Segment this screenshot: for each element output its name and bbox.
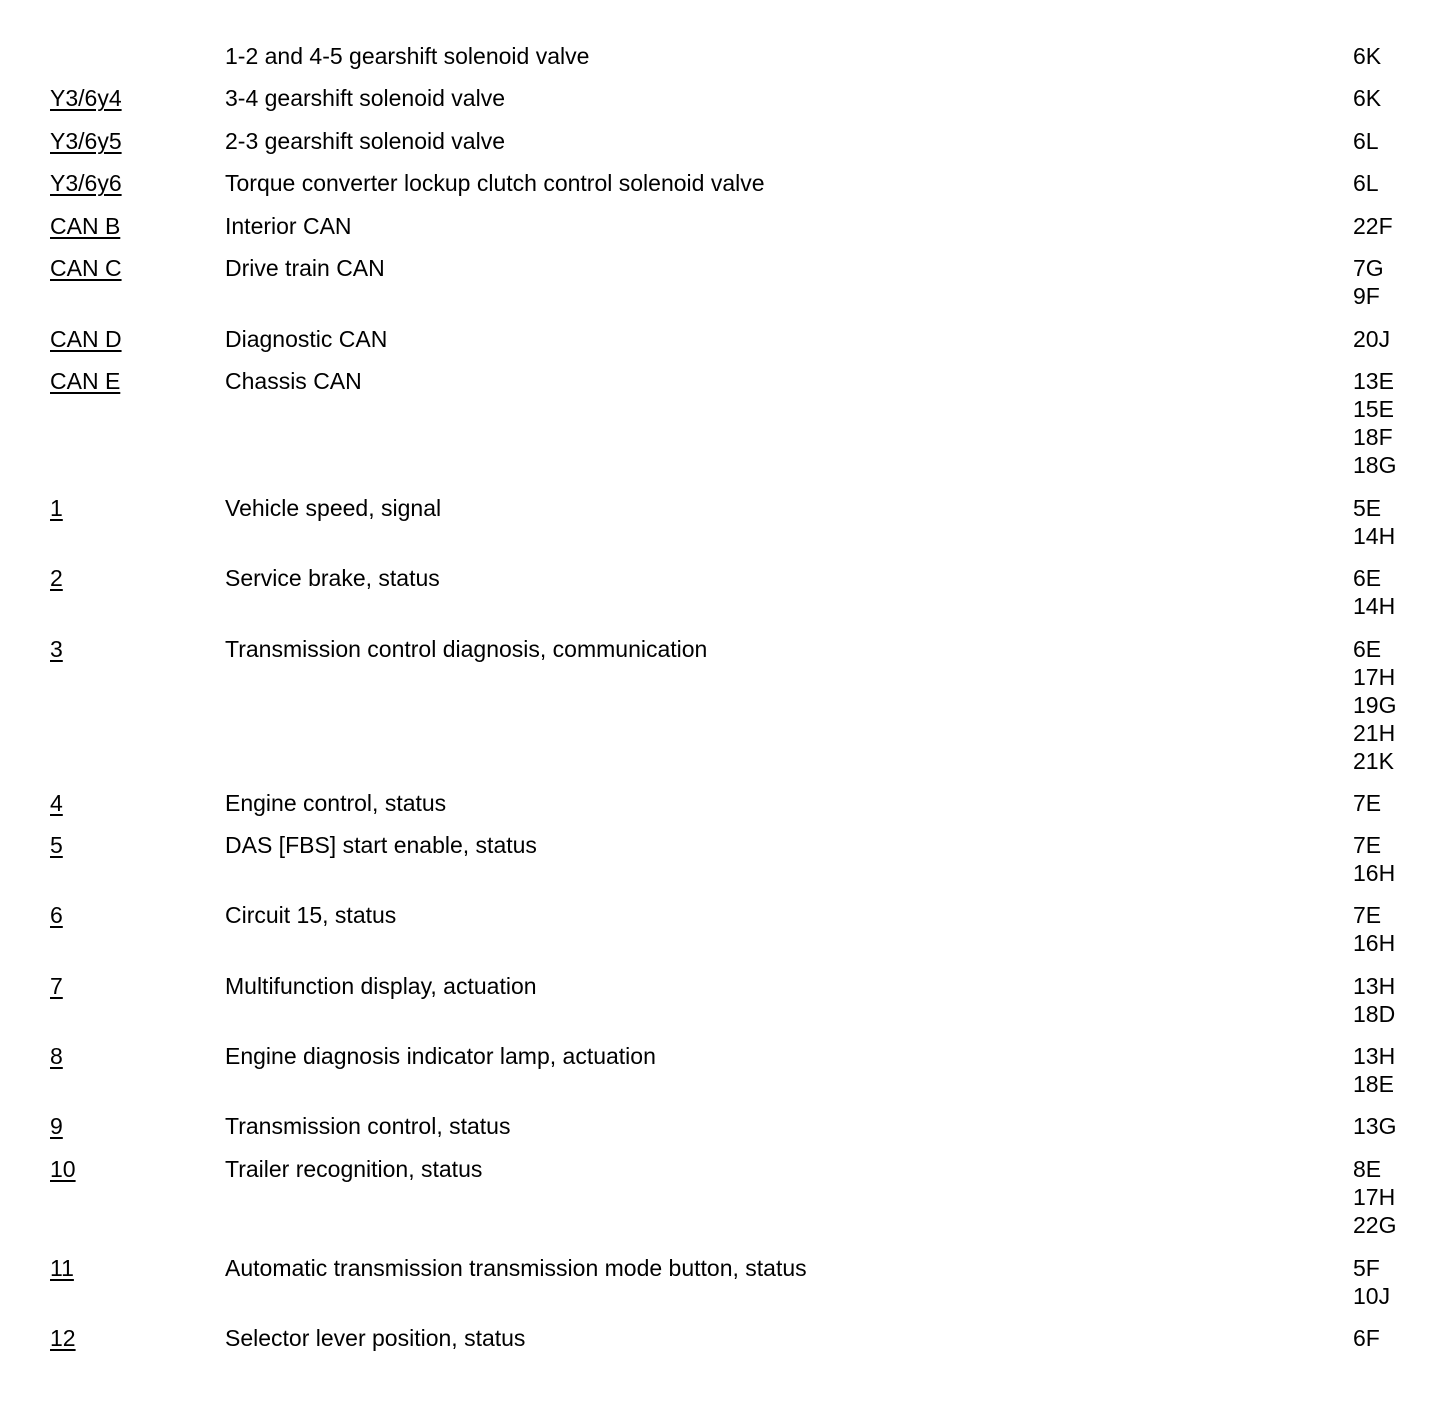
legend-description: 3-4 gearshift solenoid valve — [225, 85, 505, 111]
legend-code[interactable]: 3 — [50, 636, 63, 662]
legend-code[interactable]: 5 — [50, 832, 63, 858]
legend-code[interactable]: 12 — [50, 1325, 76, 1351]
grid-ref: 7E — [1353, 832, 1382, 858]
legend-description: Diagnostic CAN — [225, 326, 388, 352]
legend-refs — [1353, 901, 1395, 957]
grid-ref: 6F — [1353, 1325, 1380, 1351]
grid-ref: 18G — [1353, 452, 1397, 478]
legend-description: Transmission control diagnosis, communication — [225, 636, 708, 662]
grid-ref: 8E — [1353, 1156, 1382, 1182]
legend-description: Trailer recognition, status — [225, 1156, 483, 1182]
grid-ref: 21H — [1353, 720, 1396, 746]
grid-ref: 14H — [1353, 523, 1396, 549]
legend-refs — [1353, 254, 1384, 310]
legend-description: 2-3 gearshift solenoid valve — [225, 128, 505, 154]
legend-code[interactable]: CAN E — [50, 368, 121, 394]
legend-refs — [1353, 635, 1396, 775]
legend-code[interactable]: 9 — [50, 1113, 63, 1139]
legend-description: Automatic transmission transmission mode button, status — [225, 1255, 807, 1281]
legend-description: DAS [FBS] start enable, status — [225, 832, 537, 858]
legend-code[interactable]: 7 — [50, 973, 63, 999]
legend-description: Engine control, status — [225, 790, 447, 816]
legend-refs — [1353, 42, 1381, 70]
grid-ref: 16H — [1353, 860, 1396, 886]
grid-ref: 7E — [1353, 902, 1382, 928]
grid-ref: 17H — [1353, 664, 1396, 690]
grid-ref: 13H — [1353, 973, 1396, 999]
legend-code[interactable]: 10 — [50, 1156, 76, 1182]
grid-ref: 9F — [1353, 283, 1380, 309]
legend-code[interactable]: Y3/6y4 — [50, 85, 122, 111]
legend-description: Vehicle speed, signal — [225, 495, 442, 521]
grid-ref: 15E — [1353, 396, 1394, 422]
legend-description: Service brake, status — [225, 565, 440, 591]
grid-ref: 13H — [1353, 1043, 1396, 1069]
legend-refs — [1353, 831, 1395, 887]
grid-ref: 19G — [1353, 692, 1397, 718]
legend-description: 1-2 and 4-5 gearshift solenoid valve — [225, 43, 590, 69]
legend-description: Interior CAN — [225, 213, 352, 239]
grid-ref: 6E — [1353, 565, 1382, 591]
grid-ref: 5F — [1353, 1255, 1380, 1281]
grid-ref: 18E — [1353, 1071, 1394, 1097]
grid-ref: 22F — [1353, 213, 1393, 239]
legend-refs — [1353, 789, 1381, 817]
legend-code[interactable]: CAN B — [50, 213, 121, 239]
grid-ref: 6E — [1353, 636, 1382, 662]
legend-code[interactable]: CAN D — [50, 326, 122, 352]
legend-code[interactable]: Y3/6y5 — [50, 128, 122, 154]
legend-code[interactable]: 11 — [50, 1255, 74, 1281]
legend-description: Multifunction display, actuation — [225, 973, 537, 999]
legend-description: Circuit 15, status — [225, 902, 397, 928]
legend-description: Drive train CAN — [225, 255, 385, 281]
legend-refs — [1353, 1112, 1396, 1140]
legend-refs — [1353, 1155, 1396, 1239]
legend-refs — [1353, 1254, 1390, 1310]
grid-ref: 22G — [1353, 1212, 1397, 1238]
grid-ref: 7E — [1353, 790, 1382, 816]
grid-ref: 6L — [1353, 170, 1379, 196]
grid-ref: 6K — [1353, 43, 1382, 69]
legend-code[interactable]: 8 — [50, 1043, 63, 1069]
legend-refs — [1353, 127, 1379, 155]
grid-ref: 17H — [1353, 1184, 1396, 1210]
legend-description: Torque converter lockup clutch control solenoid valve — [225, 170, 765, 196]
legend-code[interactable]: 2 — [50, 565, 63, 591]
legend-refs — [1353, 169, 1379, 197]
legend-refs — [1353, 367, 1396, 479]
grid-ref: 20J — [1353, 326, 1391, 352]
legend-description: Transmission control, status — [225, 1113, 511, 1139]
legend-refs — [1353, 212, 1393, 240]
grid-ref: 10J — [1353, 1283, 1391, 1309]
legend-refs — [1353, 972, 1395, 1028]
legend-description: Chassis CAN — [225, 368, 362, 394]
legend-description: Selector lever position, status — [225, 1325, 526, 1351]
legend-code[interactable]: 4 — [50, 790, 63, 816]
grid-ref: 7G — [1353, 255, 1384, 281]
legend-code[interactable]: CAN C — [50, 255, 122, 281]
grid-ref: 14H — [1353, 593, 1396, 619]
legend-refs — [1353, 1042, 1395, 1098]
legend-refs — [1353, 1324, 1380, 1352]
grid-ref: 13E — [1353, 368, 1394, 394]
grid-ref: 18D — [1353, 1001, 1396, 1027]
grid-ref: 13G — [1353, 1113, 1397, 1139]
legend-refs — [1353, 84, 1381, 112]
legend-refs — [1353, 494, 1395, 550]
grid-ref: 6K — [1353, 85, 1382, 111]
legend-code[interactable]: 1 — [50, 495, 63, 521]
legend-code[interactable]: 6 — [50, 902, 63, 928]
legend-description: Engine diagnosis indicator lamp, actuation — [225, 1043, 656, 1069]
grid-ref: 16H — [1353, 930, 1396, 956]
grid-ref: 6L — [1353, 128, 1379, 154]
legend-refs — [1353, 325, 1390, 353]
legend-refs — [1353, 564, 1395, 620]
grid-ref: 21K — [1353, 748, 1394, 774]
grid-ref: 5E — [1353, 495, 1382, 521]
legend-code[interactable]: Y3/6y6 — [50, 170, 122, 196]
grid-ref: 18F — [1353, 424, 1393, 450]
